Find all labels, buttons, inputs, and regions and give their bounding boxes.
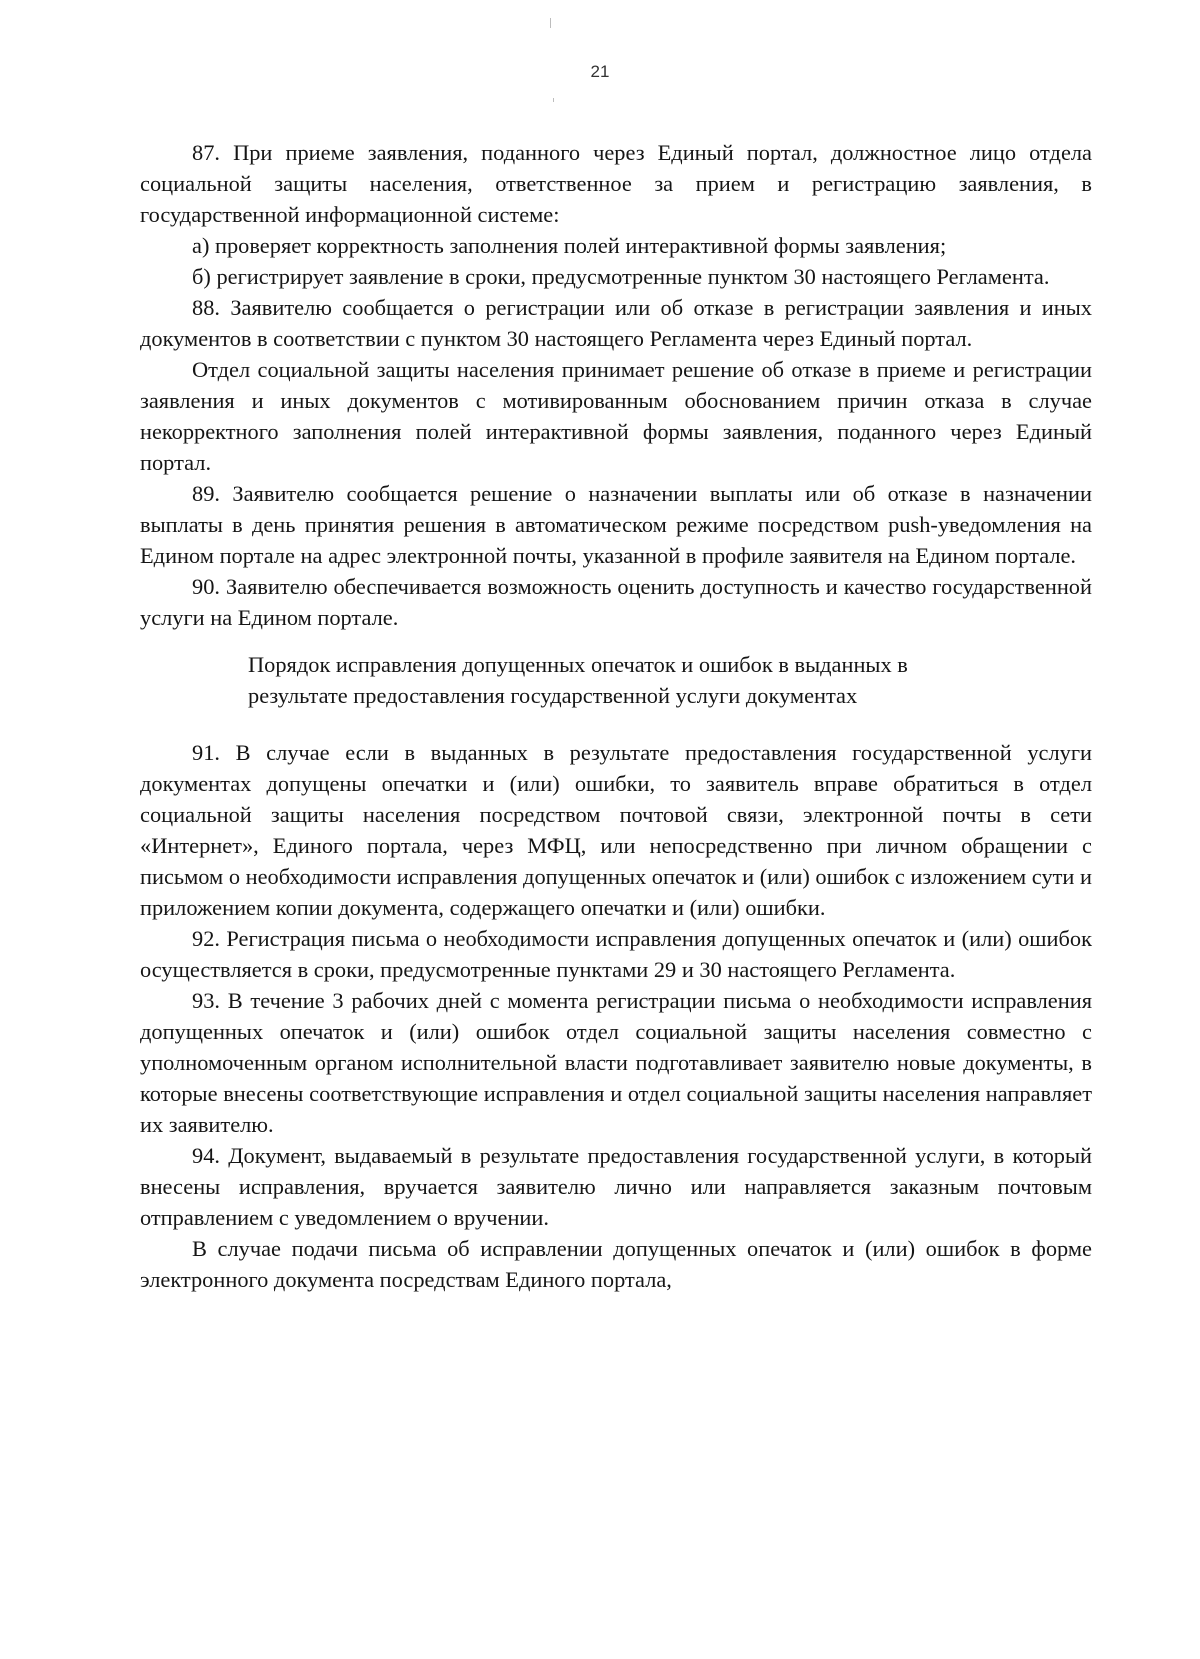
paragraph-89: 89. Заявителю сообщается решение о назначении выплаты или об отказе в назначении выплаты в день принятия решения в автоматическом режиме посредством push-уведомления на Едином портале на адрес электронной почты, указанной в профиле заявителя на Едином портале.	[140, 481, 1092, 568]
paragraph-94: 94. Документ, выдаваемый в результате предоставления государственной услуги, в который внесены исправления, вручается заявителю лично или направляется заказным почтовым отправлением с уведомлением о вручении.	[140, 1143, 1092, 1230]
page-number: 21	[590, 62, 610, 81]
section-heading: Порядок исправления допущенных опечаток и ошибок в выданных в результате предоставления государственной услуги документах	[248, 652, 908, 708]
scan-mark	[550, 18, 551, 28]
document-body	[140, 137, 1092, 1295]
paragraph-87-b: б) регистрирует заявление в сроки, предусмотренные пунктом 30 настоящего Регламента.	[192, 264, 1050, 289]
paragraph-88: 88. Заявителю сообщается о регистрации или об отказе в регистрации заявления и иных документов в соответствии с пунктом 30 настоящего Регламента через Единый портал.	[140, 295, 1092, 351]
paragraph-92: 92. Регистрация письма о необходимости исправления допущенных опечаток и (или) ошибок осуществляется в сроки, предусмотренные пунктами 29 и 30 настоящего Регламента.	[140, 926, 1092, 982]
paragraph-88-refusal: Отдел социальной защиты населения принимает решение об отказе в приеме и регистрации заявления и иных документов с мотивированным обоснованием причин отказа в случае некорректного заполнения полей интерактивной формы заявления, поданного через Единый портал.	[140, 357, 1092, 475]
scan-mark	[553, 98, 554, 102]
paragraph-91: 91. В случае если в выданных в результате предоставления государственной услуги документах допущены опечатки и (или) ошибки, то заявитель вправе обратиться в отдел социальной защиты населения посредством почтовой связи, электронной почты в сети «Интернет», Единого портала, через МФЦ, или непосредственно при личном обращении с письмом о необходимости исправления допущенных опечаток и (или) ошибок с изложением сути и приложением копии документа, содержащего опечатки и (или) ошибки.	[140, 740, 1092, 920]
paragraph-94-electronic: В случае подачи письма об исправлении допущенных опечаток и (или) ошибок в форме электронного документа посредствам Единого портала,	[140, 1236, 1092, 1292]
paragraph-93: 93. В течение 3 рабочих дней с момента регистрации письма о необходимости исправления допущенных опечаток и (или) ошибок отдел социальной защиты населения совместно с уполномоченным органом исполнительной власти подготавливает заявителю новые документы, в которые внесены соответствующие исправления и отдел социальной защиты населения направляет их заявителю.	[140, 988, 1092, 1137]
paragraph-87: 87. При приеме заявления, поданного через Единый портал, должностное лицо отдела социальной защиты населения, ответственное за прием и регистрацию заявления, в государственной информационной системе:	[140, 140, 1092, 227]
paragraph-87-a: а) проверяет корректность заполнения полей интерактивной формы заявления;	[192, 233, 947, 258]
paragraph-90: 90. Заявителю обеспечивается возможность оценить доступность и качество государственной услуги на Едином портале.	[140, 574, 1092, 630]
